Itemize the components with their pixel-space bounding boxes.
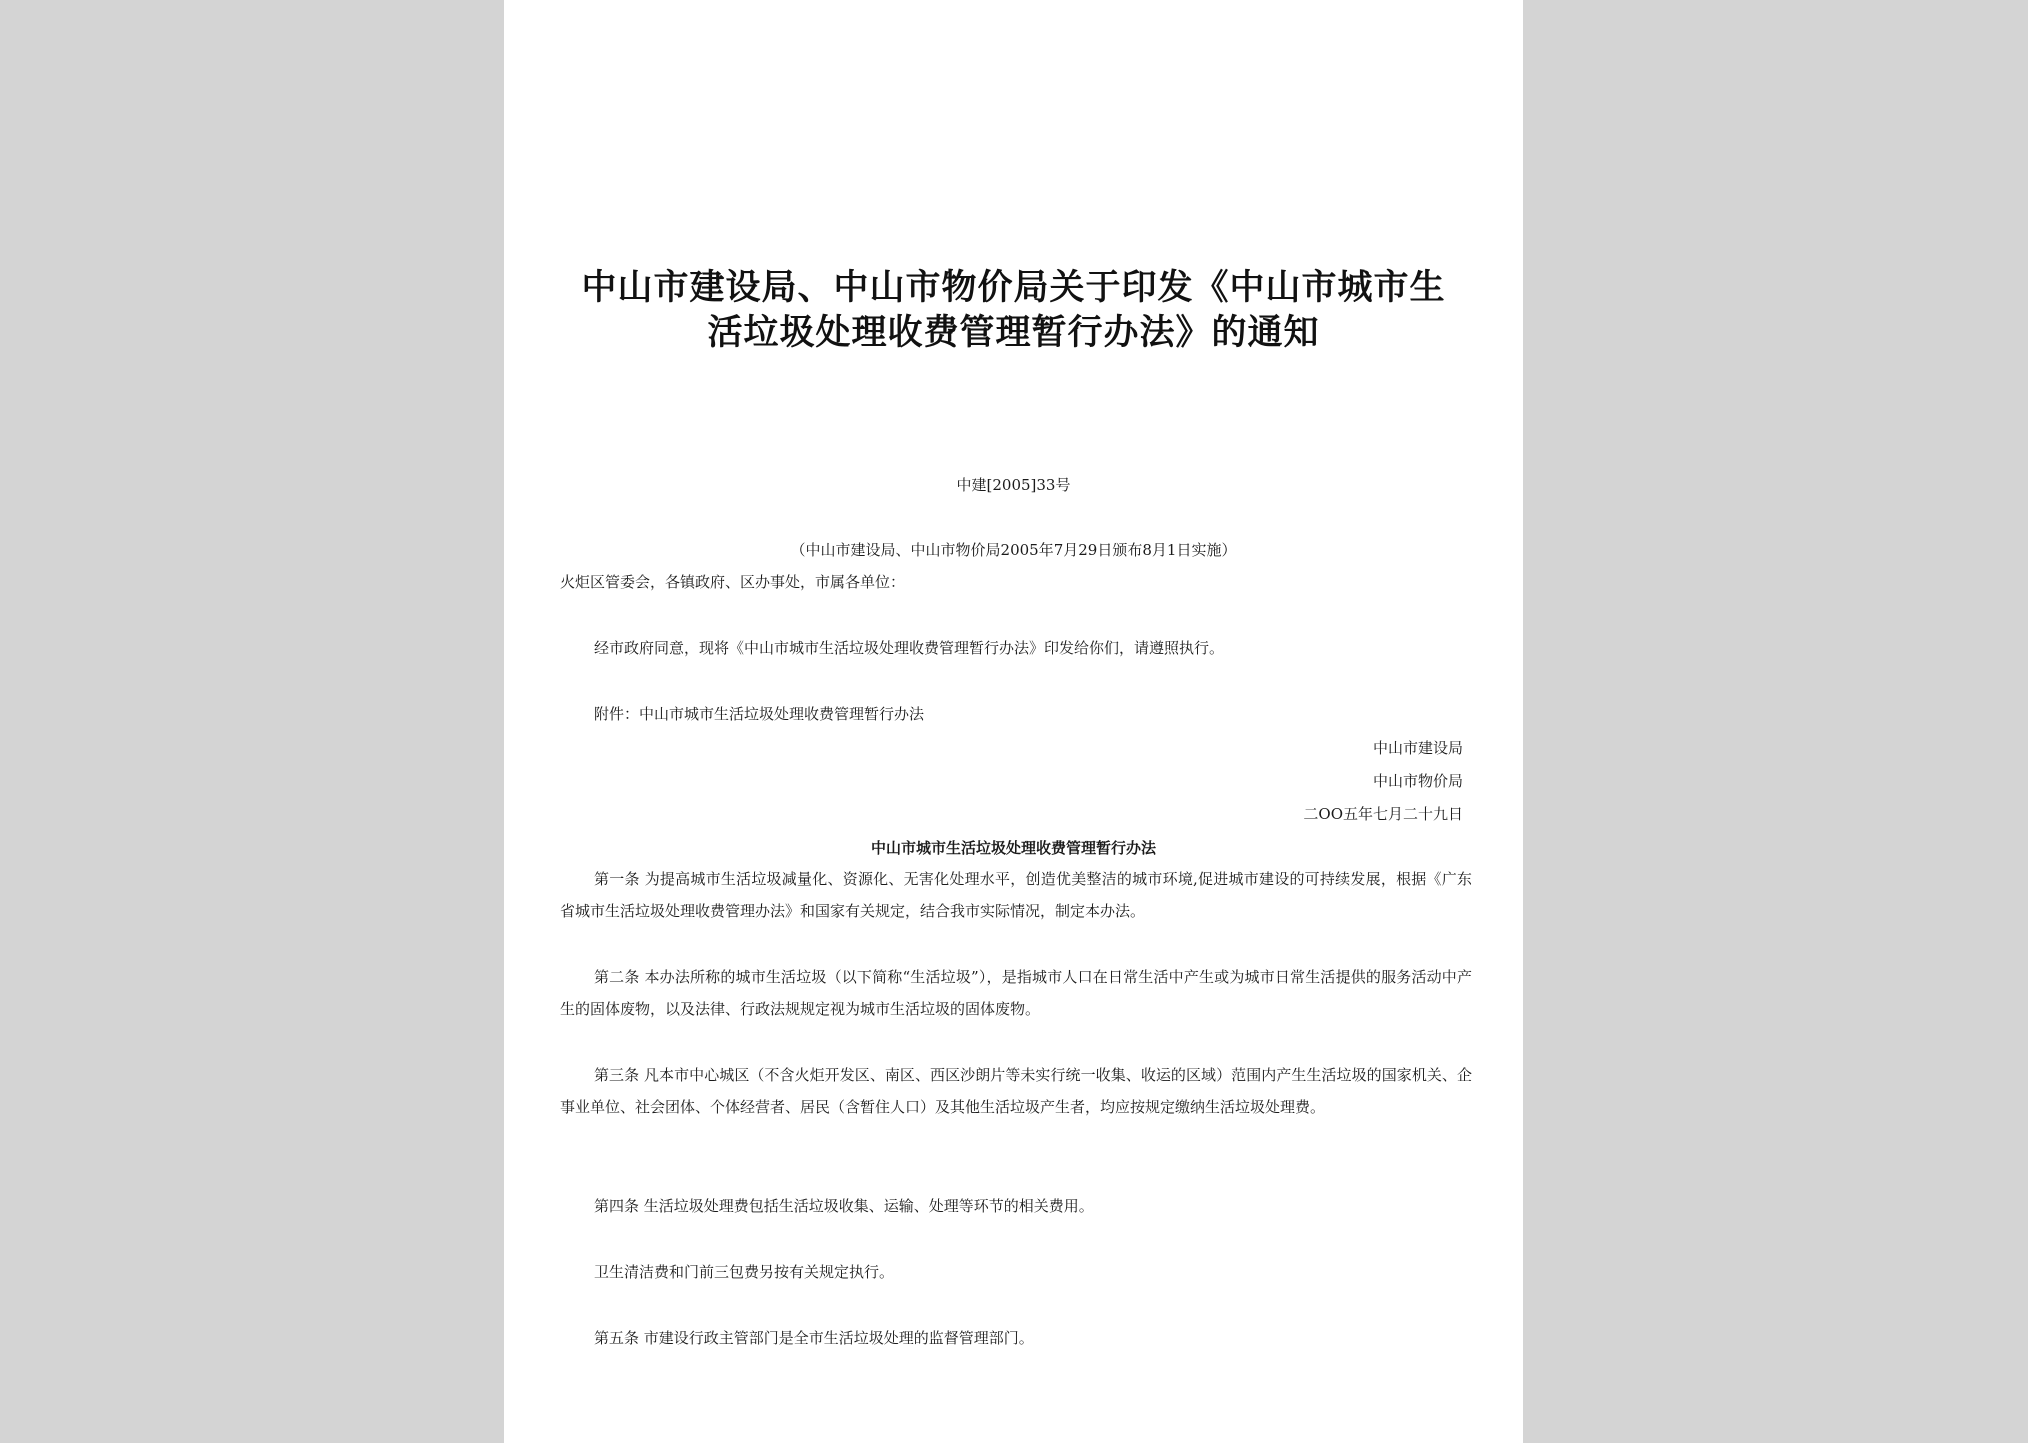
article-4-supplement: 卫生清洁费和门前三包费另按有关规定执行。	[594, 1263, 895, 1281]
document-page	[504, 0, 1523, 1443]
measures-title: 中山市城市生活垃圾处理收费管理暂行办法	[870, 839, 1156, 857]
article-3: 第三条 凡本市中心城区（不含火炬开发区、南区、西区沙朗片等未实行统一收集、收运的区域）范围内产生生活垃圾的国家机关、企事业单位、社会团体、个体经营者、居民（含暂住人口）及其他生活垃圾产生者，均应按规定缴纳生活垃圾处理费。	[560, 1066, 1472, 1116]
article-2: 第二条 本办法所称的城市生活垃圾（以下简称“生活垃圾”），是指城市人口在日常生活中产生或为城市日常生活提供的服务活动中产生的固体废物，以及法律、行政法规规定视为城市生活垃圾的固体废物。	[560, 968, 1472, 1018]
signer-price-bureau: 中山市物价局	[1372, 772, 1463, 790]
intro-paragraph: 经市政府同意，现将《中山市城市生活垃圾处理收费管理暂行办法》印发给你们，请遵照执行。	[594, 639, 1225, 657]
issuance-note: （中山市建设局、中山市物价局2005年7月29日颁布8月1日实施）	[790, 541, 1237, 559]
document-title-line-1: 中山市建设局、中山市物价局关于印发《中山市城市生	[581, 267, 1446, 308]
document-number: 中建[2005]33号	[956, 476, 1071, 494]
attachment-line: 附件：中山市城市生活垃圾处理收费管理暂行办法	[594, 705, 925, 723]
article-5: 第五条 市建设行政主管部门是全市生活垃圾处理的监督管理部门。	[594, 1329, 1034, 1347]
signing-date: 二OO五年七月二十九日	[1303, 805, 1463, 823]
signer-construction-bureau: 中山市建设局	[1372, 739, 1463, 757]
article-1: 第一条 为提高城市生活垃圾减量化、资源化、无害化处理水平，创造优美整洁的城市环境,促进城市建设的可持续发展，根据《广东省城市生活垃圾处理收费管理办法》和国家有关规定，结合我市实际情况，制定本办法。	[560, 870, 1472, 920]
document-title-line-2: 活垃圾处理收费管理暂行办法》的通知	[707, 312, 1320, 353]
addressee: 火炬区管委会，各镇政府、区办事处，市属各单位：	[560, 573, 906, 591]
article-4: 第四条 生活垃圾处理费包括生活垃圾收集、运输、处理等环节的相关费用。	[594, 1197, 1094, 1215]
